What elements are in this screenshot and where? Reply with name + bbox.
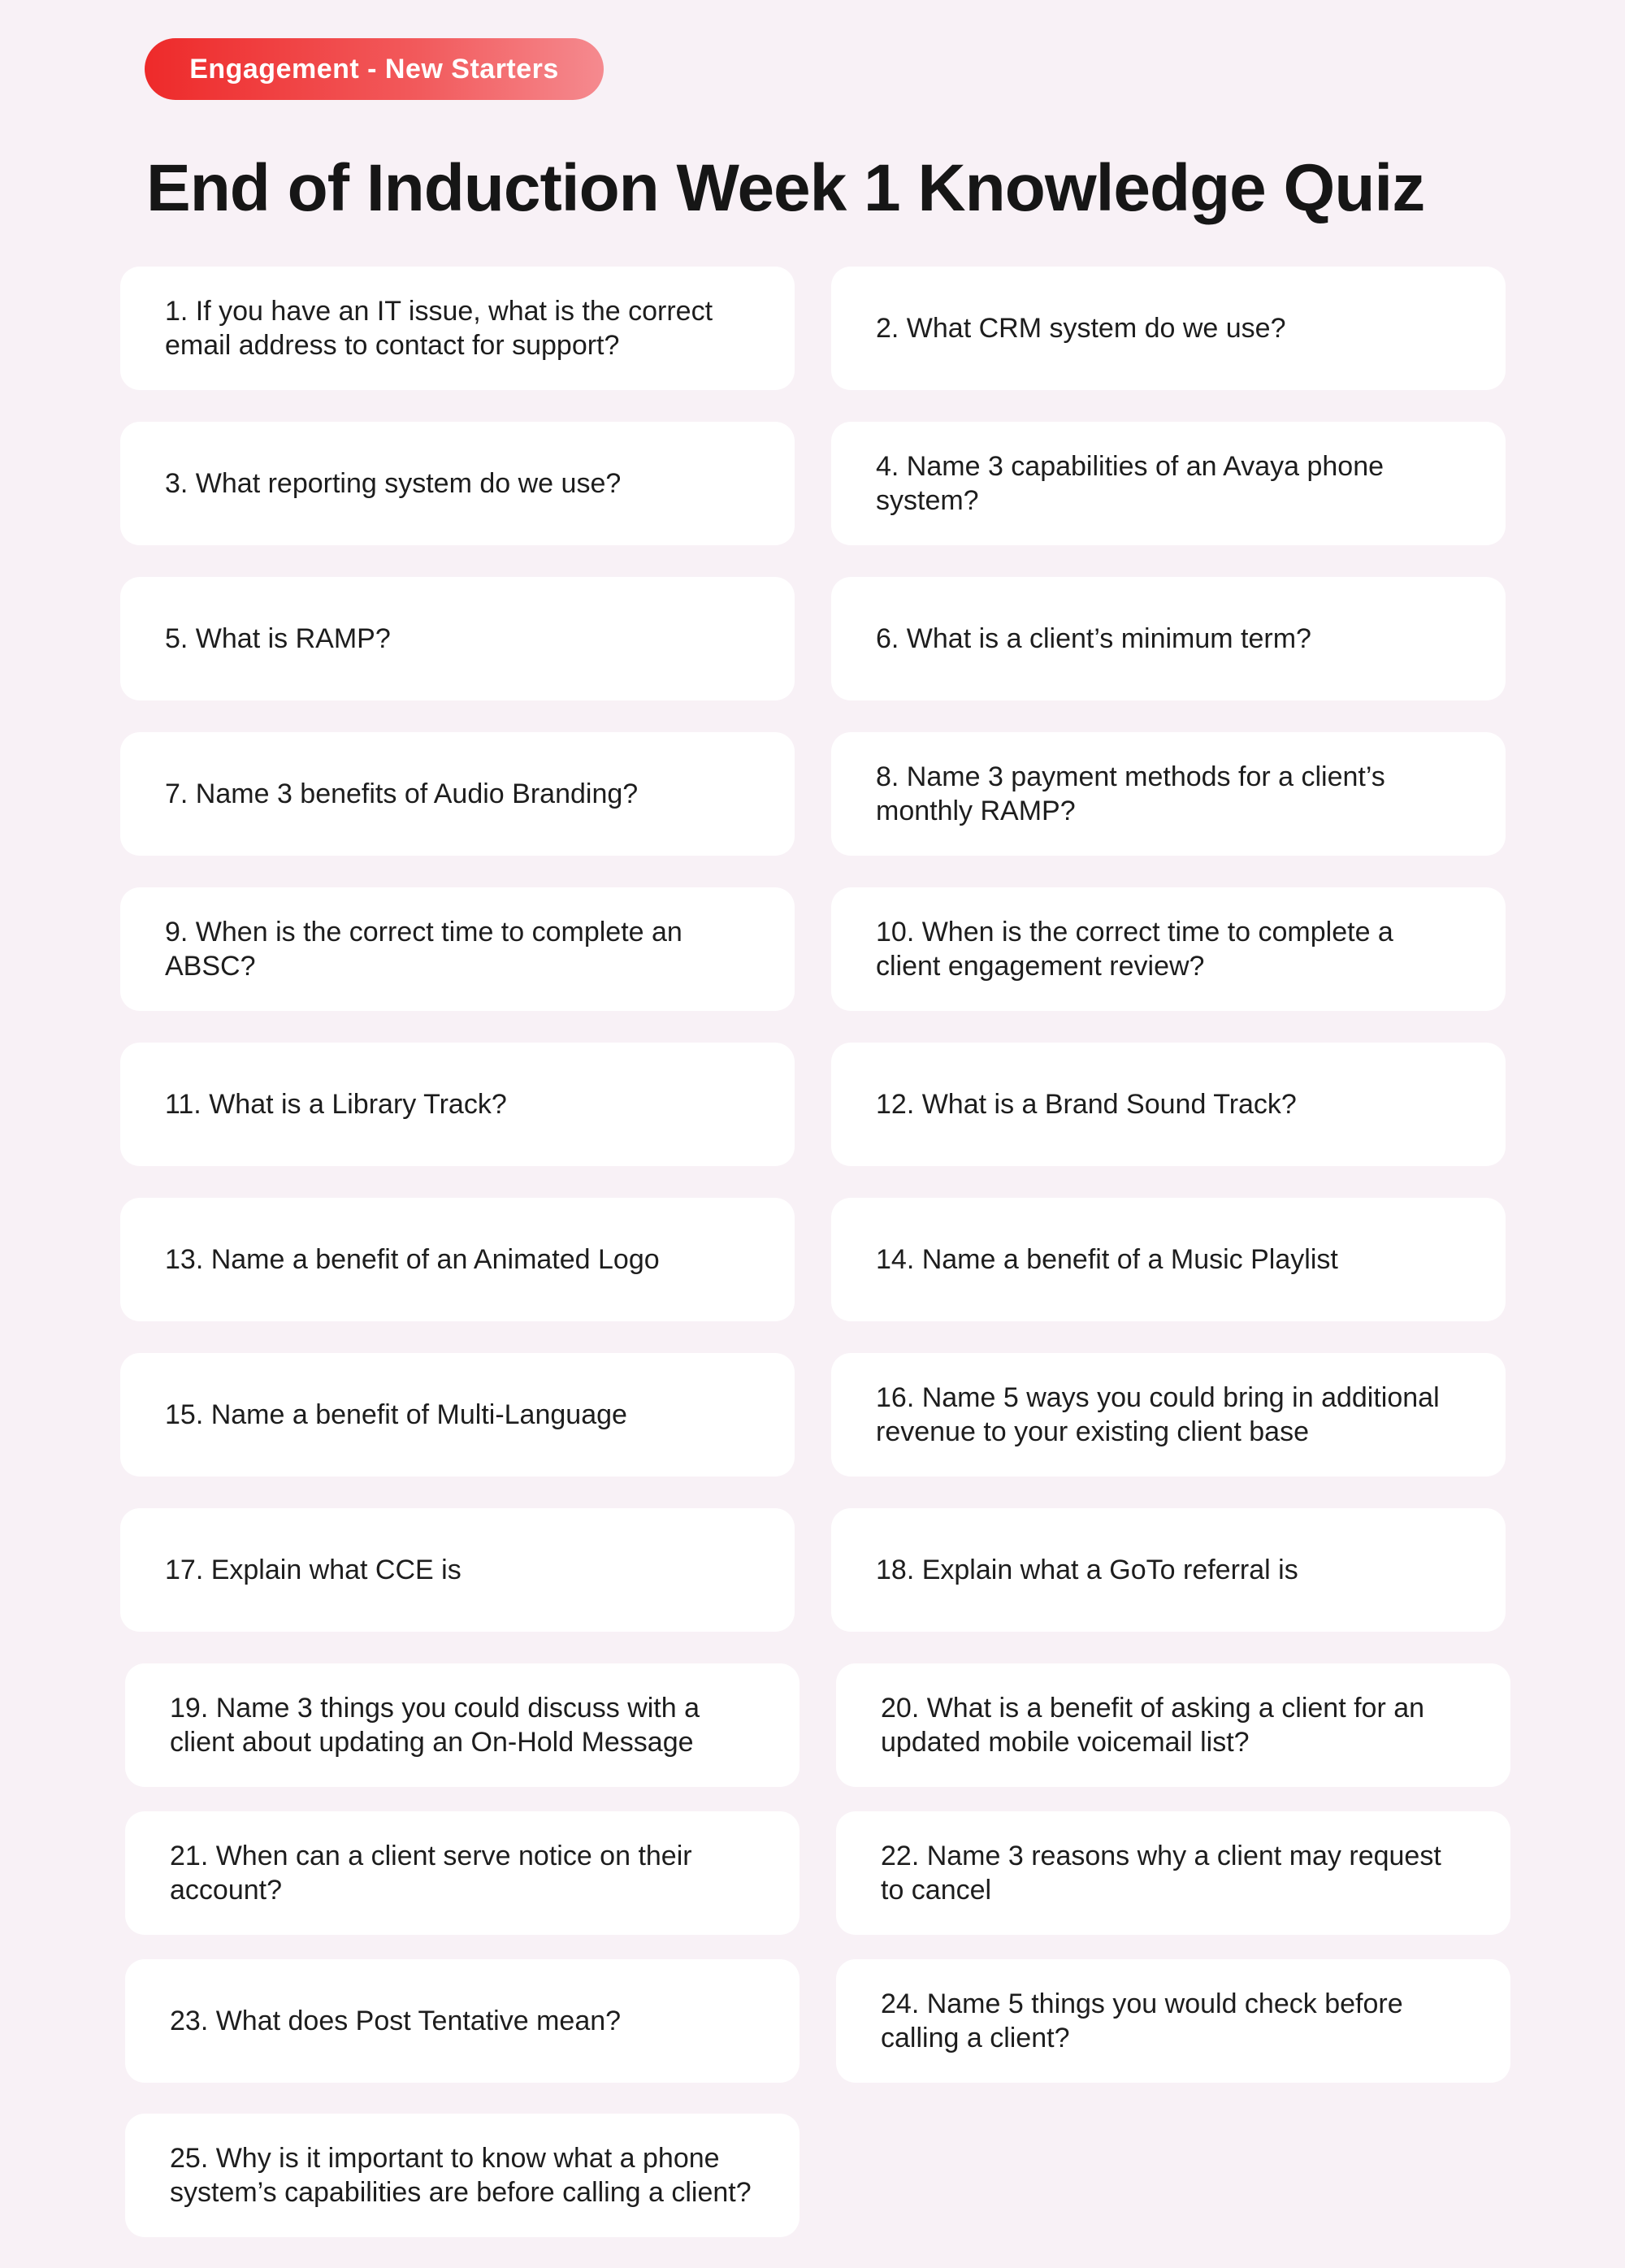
question-text: 21. When can a client serve notice on their account?: [170, 1841, 692, 1906]
question-text: 9. When is the correct time to complete an ABSC?: [165, 917, 682, 982]
question-card: [836, 1959, 1510, 2083]
question-card: [831, 1043, 1506, 1166]
question-text: 10. When is the correct time to complete a client engagement review?: [876, 917, 1393, 982]
question-text: 13. Name a benefit of an Animated Logo: [165, 1244, 660, 1275]
question-card: [836, 1663, 1510, 1787]
question-text: 16. Name 5 ways you could bring in additional revenue to your existing client base: [876, 1382, 1440, 1447]
question-text: 11. What is a Library Track?: [165, 1089, 507, 1120]
question-card: [120, 1198, 795, 1321]
question-card: [120, 732, 795, 856]
question-card: [120, 267, 795, 390]
question-card: [120, 887, 795, 1011]
question-card: [125, 1663, 800, 1787]
question-text: 3. What reporting system do we use?: [165, 468, 622, 499]
question-card: [831, 577, 1506, 700]
question-text: 18. Explain what a GoTo referral is: [876, 1555, 1298, 1585]
question-text: 14. Name a benefit of a Music Playlist: [876, 1244, 1338, 1275]
question-card: [836, 1811, 1510, 1935]
question-card: [120, 422, 795, 545]
question-text: 15. Name a benefit of Multi-Language: [165, 1399, 627, 1430]
question-text: 23. What does Post Tentative mean?: [170, 2006, 622, 2036]
question-text: 24. Name 5 things you would check before calling a client?: [881, 1988, 1403, 2053]
question-card: [831, 1198, 1506, 1321]
question-text: 17. Explain what CCE is: [165, 1555, 462, 1585]
question-card: [125, 2114, 800, 2237]
question-card: [120, 1508, 795, 1632]
question-text: 5. What is RAMP?: [165, 623, 391, 654]
question-card: [831, 1508, 1506, 1632]
category-tag: Engagement - New Starters: [145, 38, 604, 100]
question-text: 19. Name 3 things you could discuss with a client about updating an On-Hold Message: [170, 1693, 700, 1758]
question-text: 12. What is a Brand Sound Track?: [876, 1089, 1297, 1120]
question-card: [831, 267, 1506, 390]
question-text: 2. What CRM system do we use?: [876, 313, 1286, 344]
question-card: [120, 1353, 795, 1477]
question-card: [831, 1353, 1506, 1477]
question-card: [125, 1959, 800, 2083]
question-text: 8. Name 3 payment methods for a client’s monthly RAMP?: [876, 761, 1385, 826]
question-card: [120, 577, 795, 700]
question-text: 1. If you have an IT issue, what is the correct email address to contact for support?: [165, 296, 713, 361]
question-text: 7. Name 3 benefits of Audio Branding?: [165, 778, 639, 809]
question-text: 4. Name 3 capabilities of an Avaya phone system?: [876, 451, 1384, 516]
question-card: [831, 422, 1506, 545]
question-text: 6. What is a client’s minimum term?: [876, 623, 1311, 654]
question-text: 25. Why is it important to know what a phone system’s capabilities are before calling a client?: [170, 2143, 752, 2208]
question-card: [125, 1811, 800, 1935]
page-title: End of Induction Week 1 Knowledge Quiz: [146, 151, 1425, 225]
question-text: 20. What is a benefit of asking a client for an updated mobile voicemail list?: [881, 1693, 1425, 1758]
question-text: 22. Name 3 reasons why a client may request to cancel: [881, 1841, 1441, 1906]
question-card: [831, 887, 1506, 1011]
question-card: [831, 732, 1506, 856]
question-card: [120, 1043, 795, 1166]
